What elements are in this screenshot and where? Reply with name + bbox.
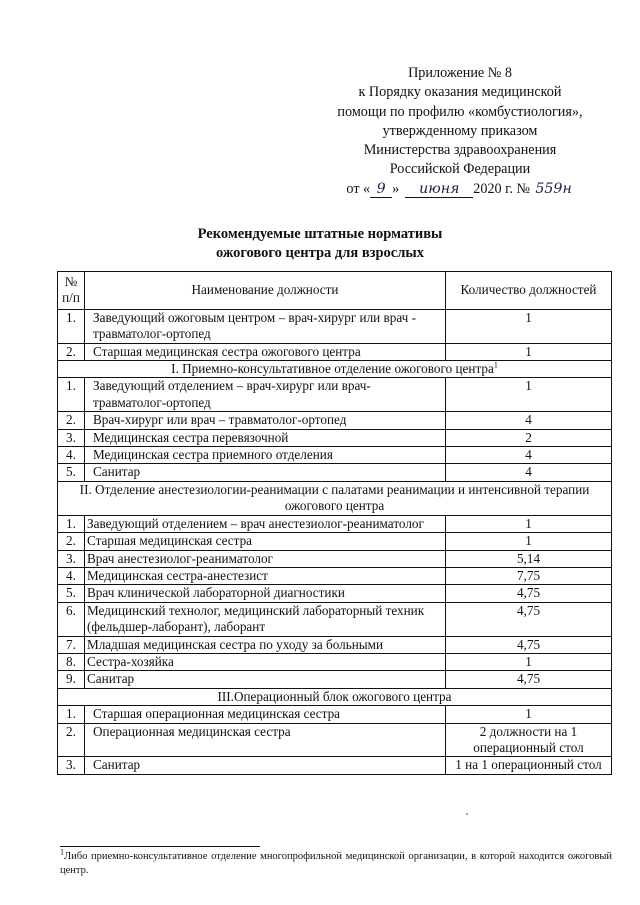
row-number: 2. bbox=[58, 723, 85, 757]
row-number: 9. bbox=[58, 671, 85, 688]
table-row bbox=[58, 757, 612, 774]
date-day: 9 bbox=[370, 182, 392, 198]
table-row bbox=[58, 464, 612, 481]
row-position: Младшая медицинская сестра по уходу за больными bbox=[85, 636, 446, 653]
row-number: 7. bbox=[58, 636, 85, 653]
row-position: Заведующий ожоговым центром – врач-хирург или врач - травматолог-ортопед bbox=[85, 309, 446, 343]
row-number: 6. bbox=[58, 602, 85, 636]
table-row bbox=[58, 550, 612, 567]
scan-speck bbox=[466, 813, 468, 815]
row-quantity: 1 на 1 операционный стол bbox=[446, 757, 612, 774]
row-number: 3. bbox=[58, 429, 85, 446]
table-row bbox=[58, 309, 612, 343]
section-title-cell bbox=[58, 688, 612, 705]
row-position: Заведующий отделением – врач анестезиолог-реаниматолог bbox=[85, 515, 446, 532]
table-row bbox=[58, 412, 612, 429]
header-line: помощи по профилю «комбустиология», bbox=[337, 103, 583, 120]
row-position: Медицинский технолог, медицинский лабораторный техник (фельдшер-лаборант), лаборант bbox=[85, 602, 446, 636]
table-row bbox=[58, 585, 612, 602]
row-position: Санитар bbox=[85, 464, 446, 481]
row-quantity: 4 bbox=[446, 447, 612, 464]
title-line: Рекомендуемые штатные нормативы bbox=[197, 226, 443, 242]
row-quantity: 4,75 bbox=[446, 602, 612, 636]
row-quantity: 4,75 bbox=[446, 671, 612, 688]
row-position: Операционная медицинская сестра bbox=[85, 723, 446, 757]
col-number-header: № п/п bbox=[58, 272, 85, 310]
header-line: Приложение № 8 bbox=[408, 65, 512, 81]
row-position: Заведующий отделением – врач-хирург или врач-травматолог-ортопед bbox=[85, 378, 446, 412]
row-position: Санитар bbox=[85, 671, 446, 688]
row-number: 8. bbox=[58, 653, 85, 670]
section-title: I. Приемно-консультативное отделение ожогового центра bbox=[171, 361, 494, 377]
row-number: 4. bbox=[58, 567, 85, 584]
row-number: 5. bbox=[58, 585, 85, 602]
row-number: 2. bbox=[58, 412, 85, 429]
row-position: Медицинская сестра приемного отделения bbox=[85, 447, 446, 464]
appendix-header bbox=[310, 64, 610, 199]
row-position: Санитар bbox=[85, 757, 446, 774]
table-row bbox=[58, 515, 612, 532]
row-quantity: 4 bbox=[446, 412, 612, 429]
footnote-rule bbox=[60, 846, 260, 847]
row-quantity: 1 bbox=[446, 653, 612, 670]
date-prefix: от « bbox=[346, 180, 371, 197]
document-title bbox=[0, 225, 640, 263]
row-quantity: 4,75 bbox=[446, 636, 612, 653]
row-quantity: 1 bbox=[446, 533, 612, 550]
row-position: Старшая медицинская сестра ожогового центра bbox=[85, 343, 446, 360]
col-quantity-header: Количество должностей bbox=[446, 272, 612, 310]
staffing-table bbox=[57, 271, 612, 775]
order-number: 559н bbox=[535, 180, 572, 197]
row-position: Врач-хирург или врач – травматолог-ортопед bbox=[85, 412, 446, 429]
row-quantity: 7,75 bbox=[446, 567, 612, 584]
row-number: 2. bbox=[58, 533, 85, 550]
order-date-line bbox=[310, 180, 610, 199]
row-number: 2. bbox=[58, 343, 85, 360]
section-row bbox=[58, 688, 612, 705]
table-row bbox=[58, 567, 612, 584]
row-position: Сестра-хозяйка bbox=[85, 653, 446, 670]
row-quantity: 1 bbox=[446, 378, 612, 412]
row-position: Врач анестезиолог-реаниматолог bbox=[85, 550, 446, 567]
table-row bbox=[58, 602, 612, 636]
table-row bbox=[58, 429, 612, 446]
date-quote-close: » bbox=[392, 180, 400, 197]
footnote-ref: 1 bbox=[493, 360, 498, 370]
section-row bbox=[58, 481, 612, 515]
row-number: 3. bbox=[58, 550, 85, 567]
table-row bbox=[58, 636, 612, 653]
row-quantity: 1 bbox=[446, 515, 612, 532]
section-title: II. Отделение анестезиологии-реанимации с палатами реанимации и интенсивной терапии ожогового центра bbox=[79, 481, 590, 514]
table-row bbox=[58, 343, 612, 360]
section-row bbox=[58, 361, 612, 378]
table-row bbox=[58, 533, 612, 550]
header-line: утвержденному приказом bbox=[382, 122, 538, 139]
table-row bbox=[58, 723, 612, 757]
row-number: 1. bbox=[58, 706, 85, 723]
row-number: 4. bbox=[58, 447, 85, 464]
table-row bbox=[58, 653, 612, 670]
header-line: Российской Федерации bbox=[389, 161, 531, 178]
row-position: Старшая медицинская сестра bbox=[85, 533, 446, 550]
header-line: Министерства здравоохранения bbox=[363, 142, 557, 159]
table-row bbox=[58, 671, 612, 688]
row-quantity: 4 bbox=[446, 464, 612, 481]
section-title-cell bbox=[58, 481, 612, 515]
section-title-cell bbox=[58, 361, 612, 378]
section-title: III.Операционный блок ожогового центра bbox=[217, 688, 452, 704]
table-header-row bbox=[58, 272, 612, 310]
row-quantity: 2 должности на 1 операционный стол bbox=[446, 723, 612, 757]
row-quantity: 4,75 bbox=[446, 585, 612, 602]
row-number: 1. bbox=[58, 378, 85, 412]
row-number: 1. bbox=[58, 309, 85, 343]
table-row bbox=[58, 706, 612, 723]
row-position: Старшая операционная медицинская сестра bbox=[85, 706, 446, 723]
header-line: к Порядку оказания медицинской bbox=[358, 84, 562, 101]
row-quantity: 1 bbox=[446, 706, 612, 723]
date-month: июня bbox=[405, 182, 473, 198]
footnote bbox=[60, 847, 612, 878]
title-line: ожогового центра для взрослых bbox=[216, 245, 424, 261]
footnote-text: Либо приемно-консультативное отделение многопрофильной медицинской организации, в которой находится ожоговый центр. bbox=[60, 851, 612, 876]
table-row bbox=[58, 378, 612, 412]
row-quantity: 1 bbox=[446, 309, 612, 343]
row-quantity: 2 bbox=[446, 429, 612, 446]
table-row bbox=[58, 447, 612, 464]
row-quantity: 1 bbox=[446, 343, 612, 360]
col-position-header: Наименование должности bbox=[85, 272, 446, 310]
row-number: 3. bbox=[58, 757, 85, 774]
row-quantity: 5,14 bbox=[446, 550, 612, 567]
date-year-text: 2020 г. № bbox=[473, 180, 531, 197]
row-number: 5. bbox=[58, 464, 85, 481]
footnote-mark: 1 bbox=[60, 847, 64, 857]
row-position: Медицинская сестра-анестезист bbox=[85, 567, 446, 584]
row-number: 1. bbox=[58, 515, 85, 532]
row-position: Врач клинической лабораторной диагностики bbox=[85, 585, 446, 602]
row-position: Медицинская сестра перевязочной bbox=[85, 429, 446, 446]
